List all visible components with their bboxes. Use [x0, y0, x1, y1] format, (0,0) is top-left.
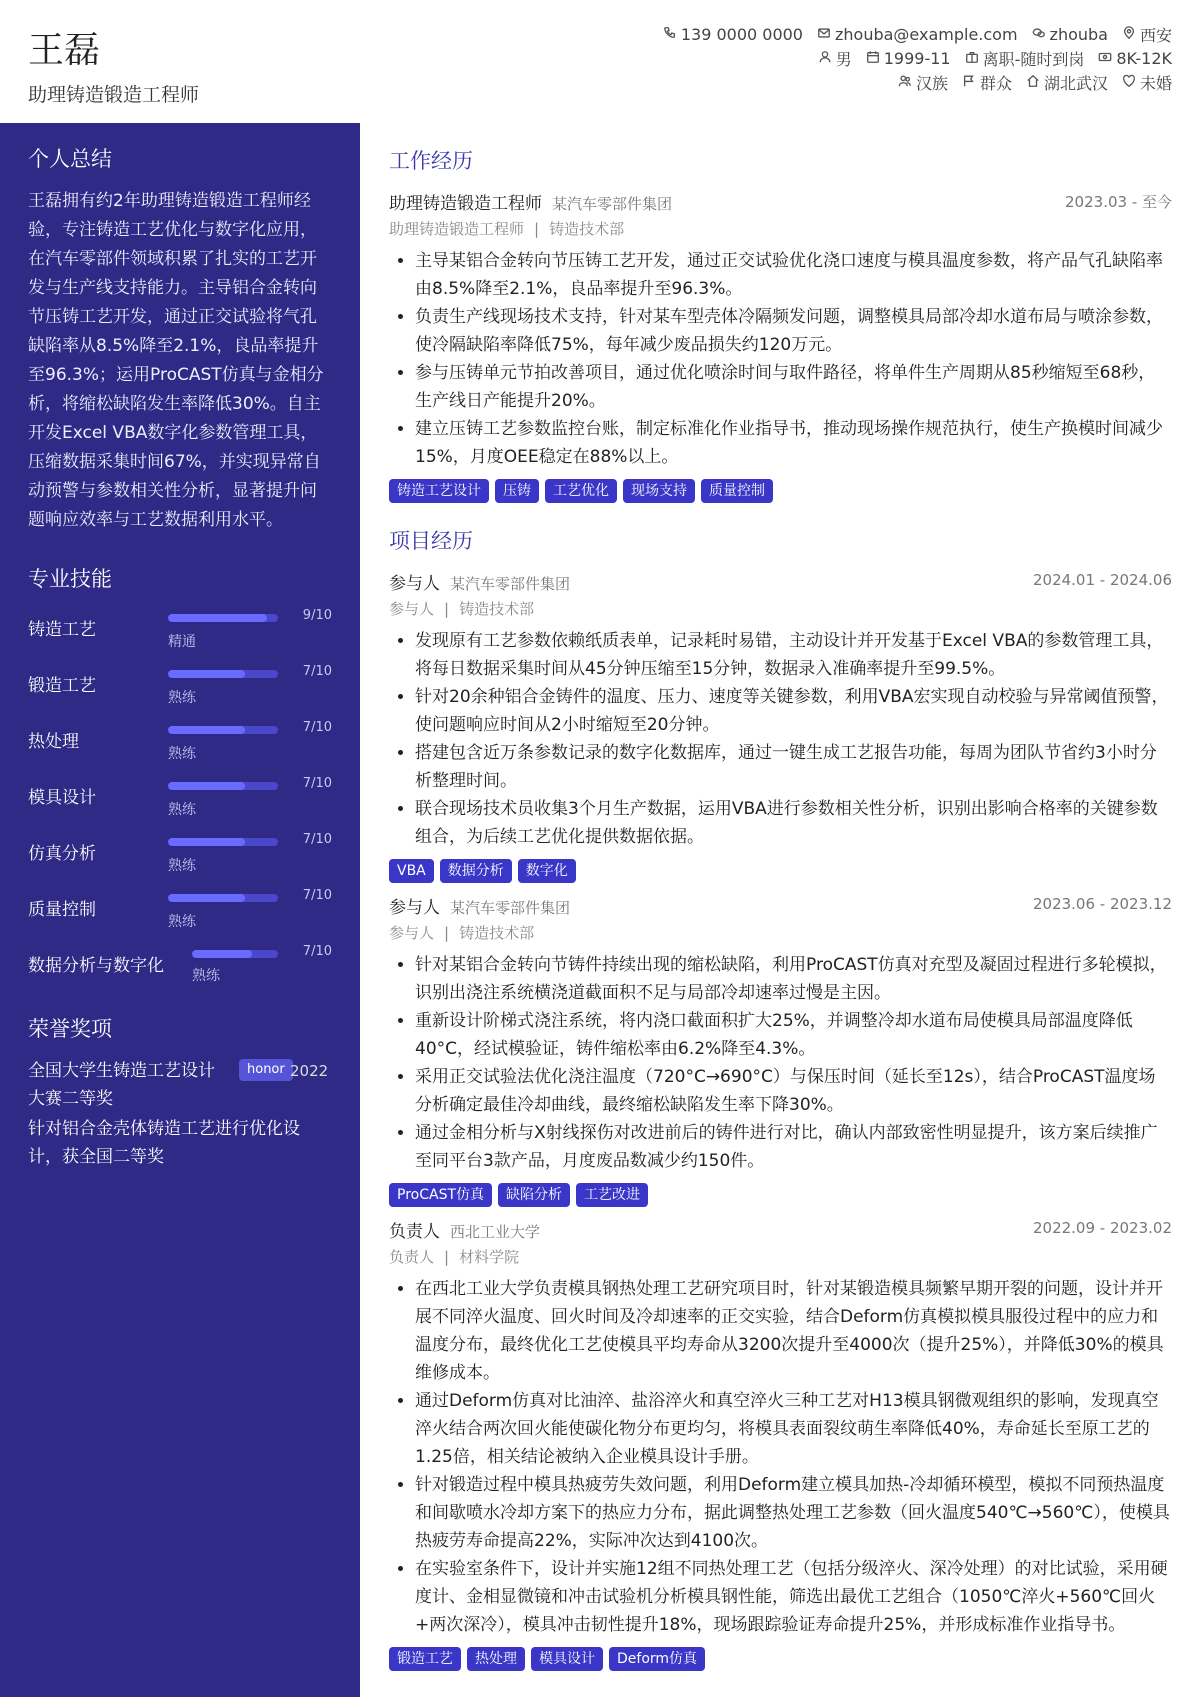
bullet-item: • 在实验室条件下，设计并实施12组不同热处理工艺（包括分级淬火、深冷处理）的对比试验，采用硬度计、金相显微镜和冲击试验机分析模具钢性能，筛选出最优工艺组合（1050℃淬火+560℃回火+两次深冷），模具冲击韧性提升18%，现场跟踪验证寿命提升25%，并形成标准作业指导书。 [415, 1555, 1172, 1639]
tag: ProCAST仿真 [389, 1183, 492, 1207]
honor-year: 2022 [290, 1062, 329, 1080]
skill-level: 熟练 [168, 746, 196, 762]
tag: 工艺改进 [576, 1183, 648, 1207]
email-text[interactable]: zhouba@example.com [834, 24, 1018, 44]
skill-score: 7/10 [302, 888, 332, 903]
tag-list [389, 859, 1172, 883]
project-entry [389, 1217, 1172, 1671]
wechat-item [1032, 25, 1108, 44]
separator: | [444, 600, 450, 618]
skill-item [28, 943, 332, 999]
tag: VBA [389, 859, 434, 883]
separator: | [534, 220, 540, 238]
honor-description: 针对铝合金壳体铸造工艺进行优化设计，获全国二等奖 [28, 1119, 300, 1167]
skill-bar-fill [168, 670, 245, 678]
skill-name: 铸造工艺 [28, 620, 96, 640]
candidate-name: 王磊 [28, 30, 101, 71]
hometown-item [1026, 71, 1108, 94]
sidebar [0, 123, 360, 1697]
entry-role: 助理铸造锻造工程师 [389, 194, 542, 214]
skill-bar [168, 670, 278, 678]
bullet-list [389, 247, 1172, 471]
skill-level: 熟练 [192, 968, 220, 984]
status-item [965, 47, 1085, 70]
bullet-item: • 重新设计阶梯式浇注系统，将内浇口截面积扩大25%，并调整冷却水道布局使模具局部温度降低40°C，经试模验证，铸件缩松率由6.2%降至4.3%。 [415, 1007, 1172, 1063]
ethnicity-item [898, 71, 948, 94]
skill-score: 7/10 [302, 776, 332, 791]
salary-text: 8K-12K [1116, 48, 1172, 68]
separator: | [444, 924, 450, 942]
tag-list [389, 479, 1172, 503]
tag: 现场支持 [623, 479, 695, 503]
skill-bar [168, 726, 278, 734]
skill-bar-fill [168, 614, 267, 622]
entry-date: 2022.09 - 2023.02 [1032, 1219, 1172, 1237]
skill-level: 熟练 [168, 914, 196, 930]
flag-icon [962, 73, 976, 92]
entry-organization: 某汽车零部件集团 [450, 575, 571, 593]
tag-list [389, 1183, 1172, 1207]
summary-heading: 个人总结 [28, 147, 112, 171]
entry-department: 铸造技术部 [549, 220, 625, 238]
work-entry [389, 189, 1172, 503]
tag: 缺陷分析 [498, 1183, 570, 1207]
birth-text: 1999-11 [883, 48, 951, 68]
skill-bar [168, 894, 278, 902]
entry-organization: 某汽车零部件集团 [450, 899, 571, 917]
ethnicity-text: 汉族 [915, 73, 948, 93]
tag: 热处理 [467, 1647, 525, 1671]
entry-organization: 西北工业大学 [450, 1223, 541, 1241]
skills-list [28, 607, 332, 999]
home-icon [1026, 73, 1040, 92]
skill-score: 7/10 [302, 664, 332, 679]
skill-bar-fill [168, 782, 245, 790]
entry-department: 铸造技术部 [459, 600, 535, 618]
marital-text: 未婚 [1139, 73, 1172, 93]
bullet-item: • 采用正交试验法优化浇注温度（720°C→690°C）与保压时间（延长至12s），结合ProCAST温度场分析确定最佳冷却曲线，最终缩松缺陷发生率下降30%。 [415, 1063, 1172, 1119]
tag: 质量控制 [701, 479, 773, 503]
skill-name: 质量控制 [28, 900, 96, 920]
skill-bar-fill [168, 726, 245, 734]
status-text: 离职-随时到岗 [982, 49, 1085, 69]
phone-item [663, 25, 803, 44]
politics-text: 群众 [979, 73, 1012, 93]
project-entry [389, 569, 1172, 883]
bullet-item: • 发现原有工艺参数依赖纸质表单，记录耗时易错，主动设计并开发基于Excel VBA的参数管理工具，将每日数据采集时间从45分钟压缩至15分钟，数据录入准确率提升至99.5%。 [415, 627, 1172, 683]
resume-header [0, 0, 1200, 123]
skill-score: 7/10 [302, 944, 332, 959]
money-icon [1098, 49, 1112, 68]
tag: Deform仿真 [609, 1647, 705, 1671]
tag-list [389, 1647, 1172, 1671]
main-content [389, 123, 1172, 1681]
tag: 数据分析 [440, 859, 512, 883]
bullet-item: • 联合现场技术员收集3个月生产数据，运用VBA进行参数相关性分析，识别出影响合格率的关键参数组合，为后续工艺优化提供数据依据。 [415, 795, 1172, 851]
skill-item [28, 831, 332, 887]
skill-bar [192, 950, 278, 958]
contact-info [452, 22, 1172, 94]
skill-bar [168, 838, 278, 846]
bullet-list [389, 951, 1172, 1175]
birth-item [866, 49, 951, 68]
heart-icon [1122, 73, 1136, 92]
skill-name: 锻造工艺 [28, 676, 96, 696]
email-item[interactable] [817, 25, 1018, 44]
skill-item [28, 719, 332, 775]
bullet-item: • 主导某铝合金转向节压铸工艺开发，通过正交试验优化浇口速度与模具温度参数，将产品气孔缺陷率由8.5%降至2.1%，良品率提升至96.3%。 [415, 247, 1172, 303]
entry-organization: 某汽车零部件集团 [552, 195, 673, 213]
skill-score: 9/10 [302, 608, 332, 623]
location-text: 西安 [1139, 25, 1172, 45]
gender-text: 男 [835, 49, 852, 69]
honors-heading: 荣誉奖项 [28, 1017, 112, 1041]
entry-role: 参与人 [389, 898, 440, 918]
skill-name: 数据分析与数字化 [28, 956, 164, 976]
bullet-item: • 针对某铝合金转向节铸件持续出现的缩松缺陷，利用ProCAST仿真对充型及凝固过程进行多轮模拟，识别出浇注系统横浇道截面积不足与局部冷却速率过慢是主因。 [415, 951, 1172, 1007]
bullet-item: • 参与压铸单元节拍改善项目，通过优化喷涂时间与取件路径，将单件生产周期从85秒缩短至68秒，生产线日产能提升20%。 [415, 359, 1172, 415]
tag: 压铸 [495, 479, 539, 503]
skill-level: 熟练 [168, 802, 196, 818]
summary-text: 王磊拥有约2年助理铸造锻造工程师经验，专注铸造工艺优化与数字化应用，在汽车零部件领域积累了扎实的工艺开发与生产线支持能力。主导铝合金转向节压铸工艺开发，通过正交试验将气孔缺陷率从8.5%降至2.1%，良品率提升至96.3%；运用ProCAST仿真与金相分析，将缩松缺陷发生率降低30%。自主开发Excel VBA数字化参数管理工具，压缩数据采集时间67%，并实现异常自动预警与参数相关性分析，显著提升问题响应效率与工艺数据利用水平。 [28, 191, 324, 530]
honor-title: 全国大学生铸造工艺设计大赛二等奖 [28, 1061, 215, 1109]
skill-bar-fill [168, 838, 245, 846]
entry-date: 2024.01 - 2024.06 [1032, 571, 1172, 589]
bullet-list [389, 1275, 1172, 1639]
honor-item [28, 1057, 332, 1113]
honor-badge: honor [239, 1059, 293, 1081]
entry-sub-role: 参与人 [389, 924, 435, 942]
entry-date: 2023.06 - 2023.12 [1032, 895, 1172, 913]
tag: 铸造工艺设计 [389, 479, 489, 503]
project-entry [389, 893, 1172, 1207]
skill-bar [168, 782, 278, 790]
salary-item [1098, 49, 1172, 68]
bullet-item: • 通过金相分析与X射线探伤对改进前后的铸件进行对比，确认内部致密性明显提升，该方案后续推广至同平台3款产品，月度废品数减少约150件。 [415, 1119, 1172, 1175]
tag: 工艺优化 [545, 479, 617, 503]
bullet-item: • 搭建包含近万条参数记录的数字化数据库，通过一键生成工艺报告功能，每周为团队节省约3小时分析整理时间。 [415, 739, 1172, 795]
entry-department: 材料学院 [459, 1248, 520, 1266]
skill-bar-fill [168, 894, 245, 902]
skill-name: 仿真分析 [28, 844, 96, 864]
people-icon [898, 73, 912, 92]
skill-item [28, 887, 332, 943]
tag: 模具设计 [531, 1647, 603, 1671]
skill-score: 7/10 [302, 832, 332, 847]
skill-score: 7/10 [302, 720, 332, 735]
tag: 数字化 [518, 859, 576, 883]
skill-bar-fill [192, 950, 252, 958]
skill-name: 热处理 [28, 732, 79, 752]
entry-date: 2023.03 - 至今 [1065, 193, 1172, 211]
separator: | [444, 1248, 450, 1266]
phone-icon [663, 25, 677, 44]
entry-role: 负责人 [389, 1222, 440, 1242]
calendar-icon [866, 49, 880, 68]
bullet-item: • 负责生产线现场技术支持，针对某车型壳体冷隔频发问题，调整模具局部冷却水道布局与喷涂参数，使冷隔缺陷率降低75%，每年减少废品损失约120万元。 [415, 303, 1172, 359]
entry-sub-role: 参与人 [389, 600, 435, 618]
bullet-list [389, 627, 1172, 851]
skill-item [28, 607, 332, 663]
entry-sub-role: 负责人 [389, 1248, 435, 1266]
skill-name: 模具设计 [28, 788, 96, 808]
skills-heading: 专业技能 [28, 567, 112, 591]
projects-heading: 项目经历 [389, 529, 473, 553]
work-heading: 工作经历 [389, 149, 473, 173]
skill-bar [168, 614, 278, 622]
wechat-icon [1032, 25, 1046, 44]
entry-role: 参与人 [389, 574, 440, 594]
skill-level: 精通 [168, 634, 196, 650]
bullet-item: • 通过Deform仿真对比油淬、盐浴淬火和真空淬火三种工艺对H13模具钢微观组织的影响，发现真空淬火结合两次回火能使碳化物分布更均匀，将模具表面裂纹萌生率降低40%，寿命延长至原工艺的1.25倍，相关结论被纳入企业模具设计手册。 [415, 1387, 1172, 1471]
politics-item [962, 71, 1012, 94]
skill-level: 熟练 [168, 690, 196, 706]
briefcase-icon [965, 49, 979, 68]
skill-level: 熟练 [168, 858, 196, 874]
mail-icon [817, 25, 831, 44]
wechat-text: zhouba [1049, 24, 1108, 44]
gender-item [818, 47, 852, 70]
bullet-item: • 针对锻造过程中模具热疲劳失效问题，利用Deform建立模具加热-冷却循环模型，模拟不同预热温度和间歇喷水冷却方案下的热应力分布，据此调整热处理工艺参数（回火温度540℃→560℃），使模具热疲劳寿命提高22%，实际冲次达到4100次。 [415, 1471, 1172, 1555]
entry-sub-role: 助理铸造锻造工程师 [389, 220, 525, 238]
skill-item [28, 663, 332, 719]
bullet-item: • 针对20余种铝合金铸件的温度、压力、速度等关键参数，利用VBA宏实现自动校验与异常阈值预警，使问题响应时间从2小时缩短至20分钟。 [415, 683, 1172, 739]
candidate-title: 助理铸造锻造工程师 [28, 84, 200, 106]
tag: 锻造工艺 [389, 1647, 461, 1671]
marital-item [1122, 71, 1172, 94]
location-pin-icon [1122, 25, 1136, 44]
bullet-item: • 在西北工业大学负责模具钢热处理工艺研究项目时，针对某锻造模具频繁早期开裂的问题，设计并开展不同淬火温度、回火时间及冷却速率的正交实验，结合Deform仿真模拟模具服役过程中的应力和温度分布，最终优化工艺使模具平均寿命从3200次提升至4000次（提升25%），并降低30%的模具维修成本。 [415, 1275, 1172, 1387]
hometown-text: 湖北武汉 [1043, 73, 1108, 93]
user-icon [818, 49, 832, 68]
location-item [1122, 23, 1172, 46]
phone-text: 139 0000 0000 [680, 24, 803, 44]
bullet-item: • 建立压铸工艺参数监控台账，制定标准化作业指导书，推动现场操作规范执行，使生产换模时间减少15%，月度OEE稳定在88%以上。 [415, 415, 1172, 471]
skill-item [28, 775, 332, 831]
entry-department: 铸造技术部 [459, 924, 535, 942]
